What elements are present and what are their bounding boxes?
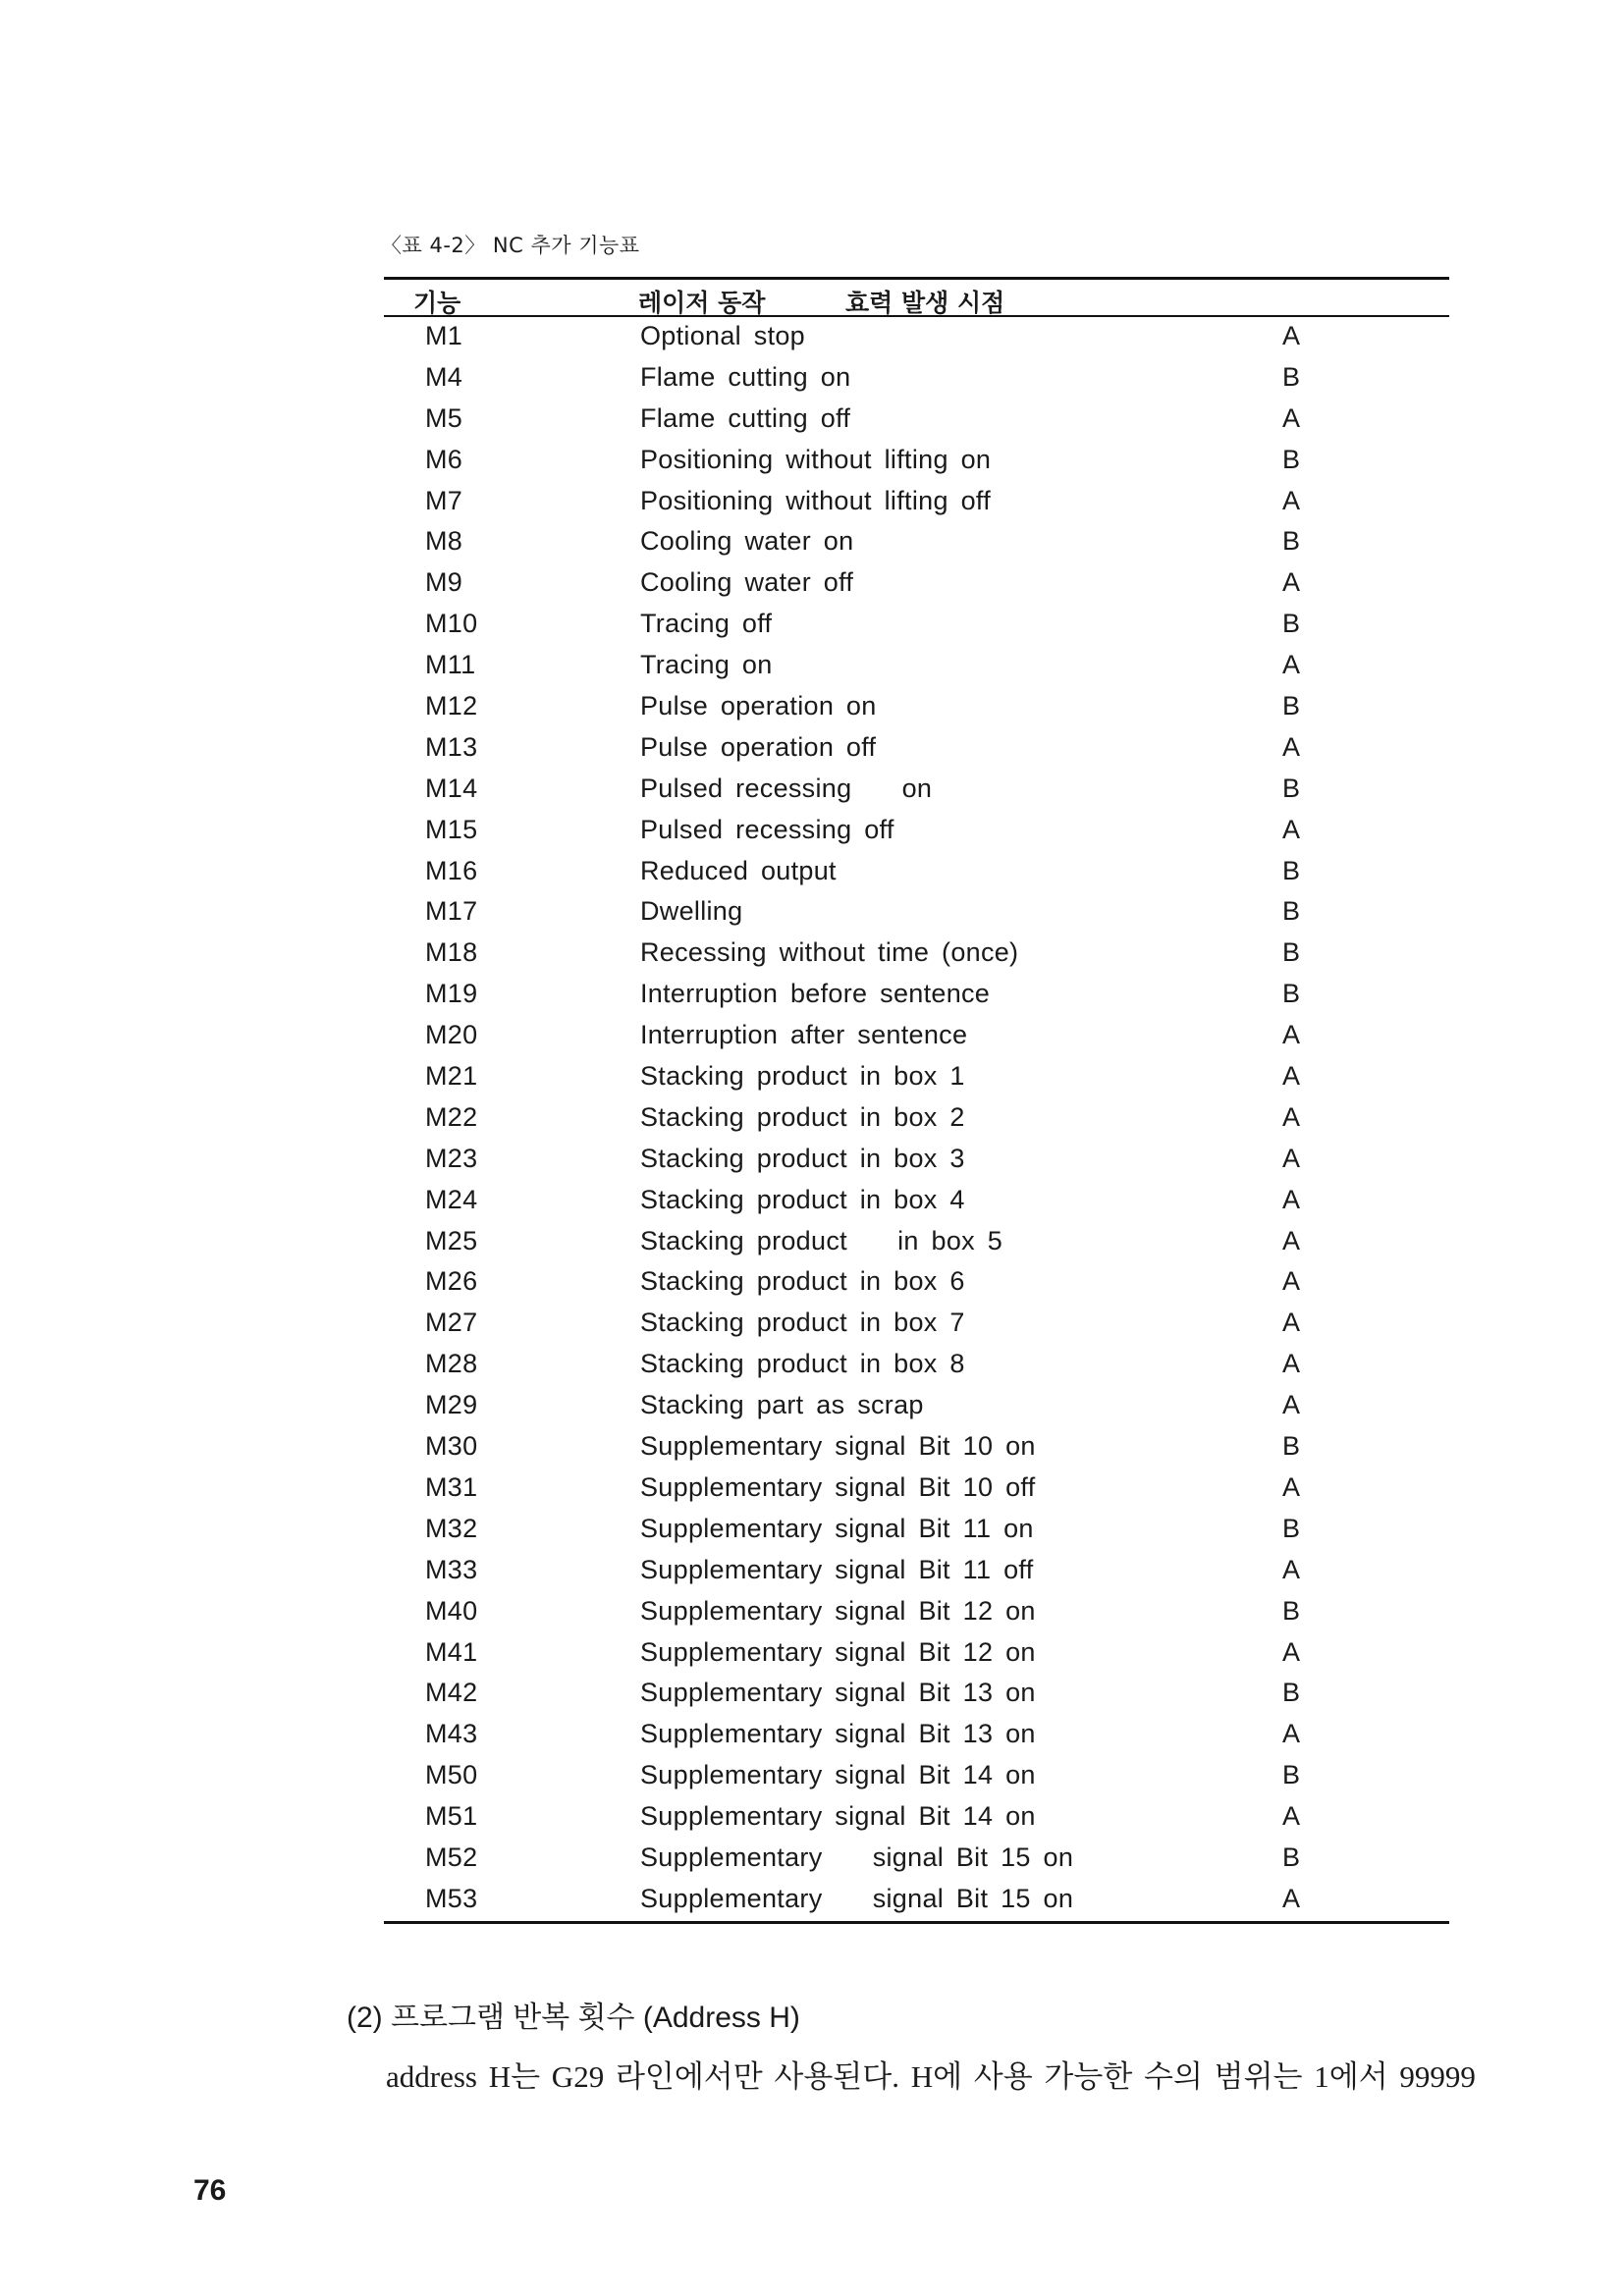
row-timing: A: [1282, 650, 1301, 680]
table-row: [384, 1140, 1449, 1181]
table-row: [384, 1262, 1449, 1304]
header-code: 기능: [413, 289, 461, 317]
table-row: [384, 811, 1449, 852]
row-code: M41: [425, 1636, 478, 1667]
table-row: [384, 1181, 1449, 1222]
row-code: M51: [425, 1801, 478, 1832]
row-description: Supplementary signal Bit 12 on: [640, 1595, 1036, 1626]
table-row: [384, 687, 1449, 728]
row-timing: A: [1282, 1020, 1301, 1050]
row-code: M32: [425, 1513, 478, 1543]
table-row: [384, 1510, 1449, 1551]
table-row: [384, 892, 1449, 934]
table-bottom-rule: [384, 1921, 1449, 1924]
table-row: [384, 317, 1449, 358]
row-code: M53: [425, 1883, 478, 1913]
table-row: [384, 1016, 1449, 1057]
row-timing: A: [1282, 1101, 1301, 1132]
row-timing: A: [1282, 1801, 1301, 1832]
row-code: M8: [425, 526, 463, 557]
row-description: Stacking product in box 1: [640, 1061, 965, 1092]
row-description: Pulse operation off: [640, 731, 877, 762]
row-description: Tracing on: [640, 650, 773, 680]
table-row: [384, 1098, 1449, 1140]
row-code: M20: [425, 1020, 478, 1050]
row-code: M27: [425, 1308, 478, 1338]
row-timing: B: [1282, 773, 1301, 803]
table-row: [384, 728, 1449, 770]
row-description: Positioning without lifting on: [640, 444, 992, 474]
row-timing: B: [1282, 1513, 1301, 1543]
table-row: [384, 1304, 1449, 1345]
row-code: M13: [425, 731, 478, 762]
row-description: Supplementary signal Bit 15 on: [640, 1883, 1074, 1913]
row-description: Reduced output: [640, 855, 837, 885]
header-timing: 효력 발생 시점: [845, 289, 1005, 317]
row-code: M21: [425, 1061, 478, 1092]
row-code: M28: [425, 1349, 478, 1379]
row-description: Stacking product in box 2: [640, 1101, 965, 1132]
table-caption: 〈표 4-2〉 NC 추가 기능표: [381, 234, 640, 257]
row-timing: B: [1282, 361, 1301, 392]
table-row: [384, 1345, 1449, 1386]
row-description: Supplementary signal Bit 11 on: [640, 1513, 1034, 1543]
row-timing: A: [1282, 1719, 1301, 1749]
row-timing: B: [1282, 1678, 1301, 1708]
row-description: Stacking product in box 6: [640, 1266, 965, 1297]
table-row: [384, 1057, 1449, 1098]
row-code: M24: [425, 1184, 478, 1214]
row-code: M14: [425, 773, 478, 803]
table-row: [384, 563, 1449, 605]
row-code: M26: [425, 1266, 478, 1297]
table-row: [384, 1715, 1449, 1756]
row-timing: B: [1282, 691, 1301, 721]
row-code: M1: [425, 321, 463, 350]
row-description: Recessing without time (once): [640, 937, 1019, 968]
table-row: [384, 1839, 1449, 1880]
row-description: Supplementary signal Bit 11 off: [640, 1554, 1034, 1584]
table-row: [384, 1551, 1449, 1592]
row-timing: B: [1282, 526, 1301, 557]
row-timing: A: [1282, 1390, 1301, 1420]
row-code: M12: [425, 691, 478, 721]
nc-function-table: [384, 277, 1449, 1924]
row-timing: A: [1282, 731, 1301, 762]
row-code: M50: [425, 1760, 478, 1790]
row-description: Supplementary signal Bit 14 on: [640, 1760, 1036, 1790]
row-timing: B: [1282, 855, 1301, 885]
row-description: Dwelling: [640, 896, 743, 927]
row-timing: B: [1282, 896, 1301, 927]
table-row: [384, 441, 1449, 482]
row-description: Stacking product in box 7: [640, 1308, 965, 1338]
row-timing: B: [1282, 1595, 1301, 1626]
row-timing: A: [1282, 1061, 1301, 1092]
row-timing: A: [1282, 814, 1301, 844]
row-description: Stacking product in box 3: [640, 1143, 965, 1173]
row-code: M6: [425, 444, 463, 474]
row-description: Pulsed recessing on: [640, 773, 933, 803]
row-code: M29: [425, 1390, 478, 1420]
row-timing: B: [1282, 444, 1301, 474]
table-row: [384, 400, 1449, 441]
row-code: M52: [425, 1842, 478, 1872]
row-code: M9: [425, 567, 463, 598]
table-row: [384, 1756, 1449, 1797]
header-action: 레이저 동작: [638, 289, 766, 317]
row-code: M15: [425, 814, 478, 844]
row-timing: A: [1282, 1225, 1301, 1255]
table-row: [384, 482, 1449, 523]
row-timing: B: [1282, 979, 1301, 1009]
table-row: [384, 1468, 1449, 1510]
row-description: Cooling water off: [640, 567, 854, 598]
row-description: Optional stop: [640, 321, 805, 350]
table-row: [384, 1427, 1449, 1468]
table-row: [384, 1592, 1449, 1633]
row-description: Stacking part as scrap: [640, 1390, 924, 1420]
row-timing: B: [1282, 937, 1301, 968]
row-description: Flame cutting on: [640, 361, 851, 392]
row-timing: B: [1282, 609, 1301, 639]
row-timing: A: [1282, 1143, 1301, 1173]
row-code: M17: [425, 896, 478, 927]
row-description: Positioning without lifting off: [640, 485, 992, 515]
table-row: [384, 852, 1449, 893]
row-code: M7: [425, 485, 463, 515]
row-description: Stacking product in box 4: [640, 1184, 965, 1214]
row-timing: A: [1282, 1636, 1301, 1667]
table-row: [384, 770, 1449, 811]
row-description: Supplementary signal Bit 10 on: [640, 1431, 1036, 1462]
table-body: [384, 317, 1449, 1921]
table-row: [384, 1633, 1449, 1675]
table-row: [384, 358, 1449, 400]
row-timing: A: [1282, 1883, 1301, 1913]
row-description: Supplementary signal Bit 13 on: [640, 1678, 1036, 1708]
row-description: Supplementary signal Bit 14 on: [640, 1801, 1036, 1832]
row-description: Pulsed recessing off: [640, 814, 894, 844]
row-timing: B: [1282, 1760, 1301, 1790]
table-row: [384, 1674, 1449, 1715]
row-code: M5: [425, 402, 463, 433]
table-row: [384, 1222, 1449, 1263]
table-row: [384, 934, 1449, 975]
row-description: Supplementary signal Bit 10 off: [640, 1471, 1036, 1502]
table-row: [384, 1386, 1449, 1427]
row-description: Stacking product in box 5: [640, 1225, 1003, 1255]
row-timing: B: [1282, 1431, 1301, 1462]
table-row: [384, 975, 1449, 1016]
row-description: Pulse operation on: [640, 691, 877, 721]
row-code: M16: [425, 855, 478, 885]
row-code: M25: [425, 1225, 478, 1255]
section-heading: (2) 프로그램 반복 횟수 (Address H): [347, 2002, 800, 2034]
row-code: M40: [425, 1595, 478, 1626]
row-code: M22: [425, 1101, 478, 1132]
row-timing: A: [1282, 1554, 1301, 1584]
body-paragraph: address H는 G29 라인에서만 사용된다. H에 사용 가능한 수의 범위는 1에서 99999: [386, 2059, 1476, 2094]
row-description: Interruption after sentence: [640, 1020, 968, 1050]
row-timing: A: [1282, 1184, 1301, 1214]
row-description: Tracing off: [640, 609, 773, 639]
row-description: Interruption before sentence: [640, 979, 991, 1009]
row-timing: A: [1282, 1266, 1301, 1297]
row-timing: A: [1282, 1349, 1301, 1379]
row-code: M18: [425, 937, 478, 968]
table-row: [384, 1797, 1449, 1839]
row-description: Stacking product in box 8: [640, 1349, 965, 1379]
row-code: M23: [425, 1143, 478, 1173]
row-timing: A: [1282, 321, 1301, 350]
row-timing: A: [1282, 485, 1301, 515]
row-code: M43: [425, 1719, 478, 1749]
row-code: M10: [425, 609, 478, 639]
page-number: 76: [193, 2174, 227, 2207]
table-header-row: [384, 280, 1449, 315]
table-row: [384, 646, 1449, 687]
row-code: M19: [425, 979, 478, 1009]
row-description: Supplementary signal Bit 13 on: [640, 1719, 1036, 1749]
row-timing: A: [1282, 402, 1301, 433]
row-code: M11: [425, 650, 476, 680]
row-description: Cooling water on: [640, 526, 854, 557]
row-timing: A: [1282, 1308, 1301, 1338]
row-timing: A: [1282, 1471, 1301, 1502]
row-code: M4: [425, 361, 463, 392]
row-timing: B: [1282, 1842, 1301, 1872]
row-code: M42: [425, 1678, 478, 1708]
row-code: M30: [425, 1431, 478, 1462]
table-row: [384, 1880, 1449, 1921]
row-code: M33: [425, 1554, 478, 1584]
row-description: Supplementary signal Bit 15 on: [640, 1842, 1074, 1872]
row-code: M31: [425, 1471, 478, 1502]
table-row: [384, 522, 1449, 563]
row-description: Supplementary signal Bit 12 on: [640, 1636, 1036, 1667]
row-description: Flame cutting off: [640, 402, 851, 433]
table-row: [384, 605, 1449, 646]
row-timing: A: [1282, 567, 1301, 598]
